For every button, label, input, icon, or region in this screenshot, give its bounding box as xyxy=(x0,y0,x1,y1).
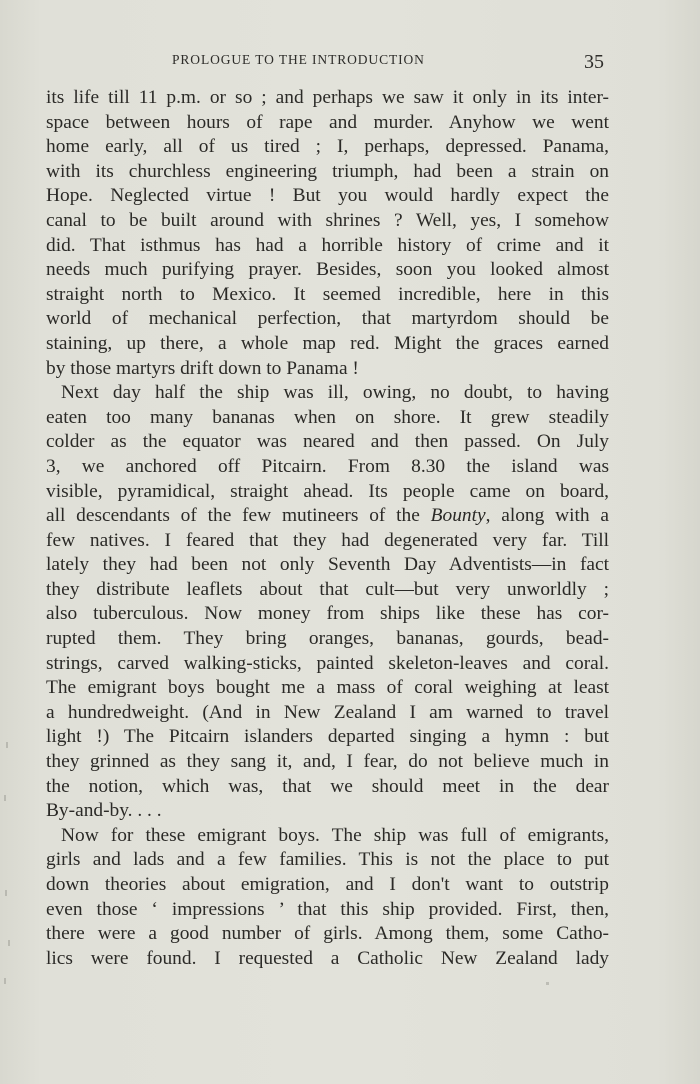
text-line: light !) The Pitcairn islanders departed singing a hymn : but xyxy=(46,726,609,748)
paper-speck xyxy=(5,890,7,896)
running-title: PROLOGUE TO THE INTRODUCTION xyxy=(172,52,425,67)
text-line: its life till 11 p.m. or so ; and perhaps we saw it only in its inter- xyxy=(46,87,609,108)
text-line: eaten too many bananas when on shore. It grew steadily xyxy=(46,406,609,428)
text-line: visible, pyramidical, straight ahead. Its people came on board, xyxy=(46,480,609,502)
paragraph-end-line: By-and-by. . . . xyxy=(46,800,162,822)
text-line: space between hours of rape and murder. Anyhow we went xyxy=(46,111,609,133)
text-line: straight north to Mexico. It seemed incredible, here in this xyxy=(46,283,609,305)
text-line: they grinned as they sang it, and, I fear, do not believe much in xyxy=(46,751,609,773)
text-segment: , along with a xyxy=(485,505,609,527)
text-line: even those ‘ impressions ’ that this ship provided. First, then, xyxy=(46,898,609,920)
paper-speck xyxy=(8,940,10,946)
text-line: The emigrant boys bought me a mass of coral weighing at least xyxy=(46,677,609,699)
text-line: did. That isthmus has had a horrible history of crime and it xyxy=(46,234,609,256)
text-line: few natives. I feared that they had degenerated very far. Till xyxy=(46,529,609,551)
text-line: needs much purifying prayer. Besides, soon you looked almost xyxy=(46,259,609,281)
text-line: rupted them. They bring oranges, bananas, gourds, bead- xyxy=(46,628,609,650)
text-line: world of mechanical perfection, that martyrdom should be xyxy=(46,308,609,330)
page-number: 35 xyxy=(584,51,604,73)
paper-speck xyxy=(4,795,6,801)
text-line: down theories about emigration, and I don't want to outstrip xyxy=(46,874,609,895)
text-line-with-italic xyxy=(46,504,609,529)
paragraph-end-line: by those martyrs drift down to Panama ! xyxy=(46,357,359,379)
text-segment: all descendants of the few mutineers of the xyxy=(46,505,431,527)
text-line: with its churchless engineering triumph, had been a strain on xyxy=(46,160,609,182)
text-line: the notion, which was, that we should meet in the dear xyxy=(46,775,609,797)
text-line: girls and lads and a few families. This is not the place to put xyxy=(46,849,609,871)
ship-name-italic: Bounty xyxy=(430,505,486,527)
paper-speck xyxy=(6,742,8,748)
paragraph-start-line: Next day half the ship was ill, owing, no doubt, to having xyxy=(61,382,609,404)
text-line: canal to be built around with shrines ? Well, yes, I somehow xyxy=(46,209,609,231)
text-line: lics were found. I requested a Catholic New Zealand lady xyxy=(46,947,609,969)
text-line: also tuberculous. Now money from ships like these has cor- xyxy=(46,603,609,625)
paper-speck xyxy=(4,978,6,984)
text-line: there were a good number of girls. Among them, some Catho- xyxy=(46,923,609,945)
text-line: staining, up there, a whole map red. Might the graces earned xyxy=(46,332,609,354)
text-line: they distribute leaflets about that cult—but very unworldly ; xyxy=(46,578,609,600)
text-line: strings, carved walking-sticks, painted skeleton-leaves and coral. xyxy=(46,652,609,674)
text-line: colder as the equator was neared and then passed. On July xyxy=(46,431,609,453)
text-line: home early, all of us tired ; I, perhaps, depressed. Panama, xyxy=(46,136,609,158)
text-line: Hope. Neglected virtue ! But you would hardly expect the xyxy=(46,185,609,207)
paper-speck xyxy=(546,982,549,985)
paragraph-start-line: Now for these emigrant boys. The ship was full of emigrants, xyxy=(61,824,609,846)
text-line: lately they had been not only Seventh Day Adventists—in fact xyxy=(46,554,609,576)
text-line: a hundredweight. (And in New Zealand I am warned to travel xyxy=(46,701,609,723)
body-text xyxy=(46,86,609,971)
text-line: 3, we anchored off Pitcairn. From 8.30 the island was xyxy=(46,455,609,477)
